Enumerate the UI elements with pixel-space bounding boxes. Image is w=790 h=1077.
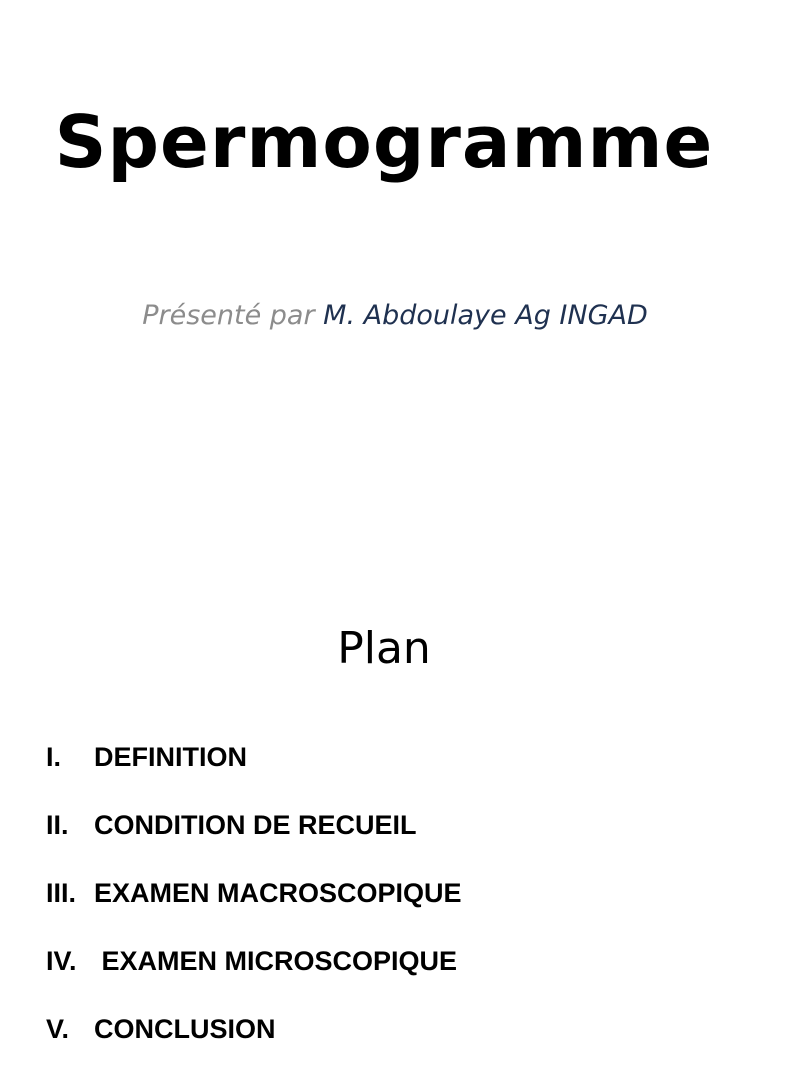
plan-item-number: III. [46, 878, 77, 908]
plan-item-definition [46, 737, 462, 805]
plan-item-condition-de-recueil [46, 805, 462, 873]
presenter-line [0, 298, 790, 334]
plan-item-number: IV. [46, 946, 77, 976]
plan-item-conclusion [46, 1009, 462, 1077]
title-slide [0, 0, 768, 512]
plan-item-label: EXAMEN MACROSCOPIQUE [94, 878, 462, 908]
presenter-prefix: Présenté par [142, 300, 315, 331]
plan-item-examen-macroscopique [46, 873, 462, 941]
presenter-name: M. Abdoulaye Ag INGAD [323, 300, 648, 331]
plan-item-examen-microscopique [46, 941, 462, 1009]
plan-item-number: V. [46, 1014, 70, 1044]
plan-slide [0, 512, 768, 1044]
plan-title: Plan [337, 623, 431, 674]
plan-item-number: II. [46, 810, 69, 840]
presentation-title: Spermogramme [54, 100, 714, 184]
plan-list [46, 737, 462, 1077]
plan-item-label: EXAMEN MICROSCOPIQUE [94, 946, 458, 976]
plan-item-label: CONDITION DE RECUEIL [94, 810, 417, 840]
plan-item-number: I. [46, 742, 62, 772]
plan-item-label: DEFINITION [94, 742, 247, 772]
plan-item-label: CONCLUSION [94, 1014, 276, 1044]
